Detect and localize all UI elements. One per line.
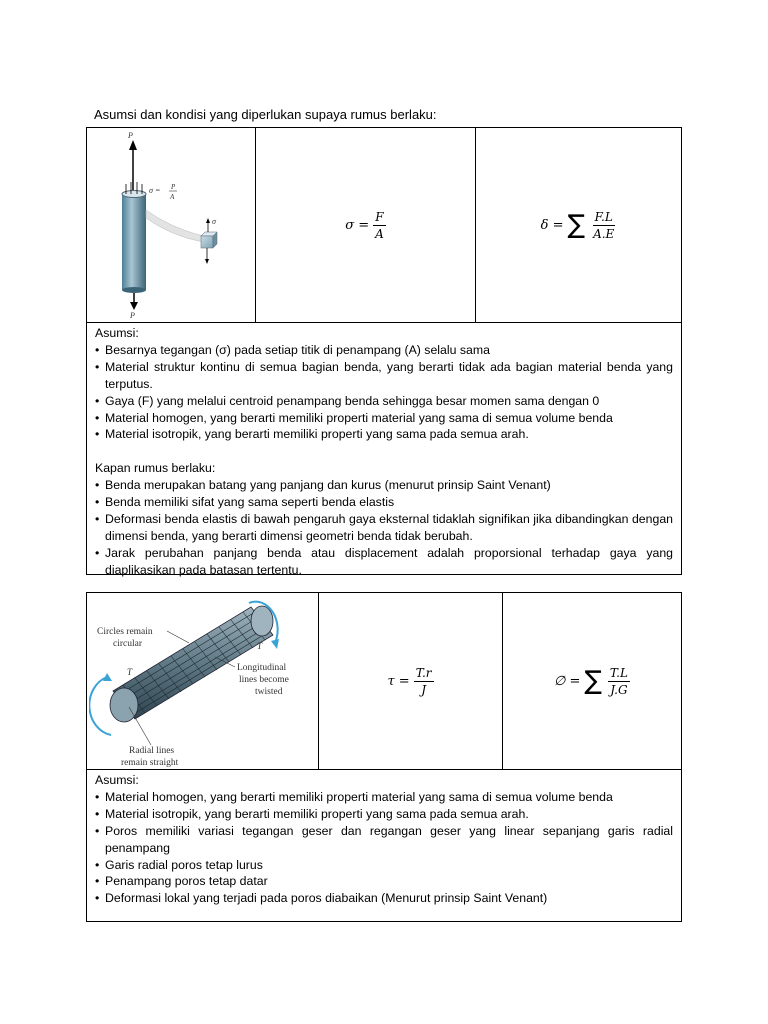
formula-numerator: T.L (609, 665, 628, 680)
assumptions-title: Asumsi: (95, 773, 139, 787)
assumptions-title: Asumsi: (95, 326, 139, 340)
formula-numerator: F.L (594, 209, 613, 224)
radial-label: Radial lines (128, 746, 174, 756)
assumptions-list (95, 789, 673, 907)
stress-eq-num: P (171, 183, 176, 191)
formula-denominator: J.G (610, 682, 628, 697)
conditions-list (95, 477, 673, 578)
circles-label: Circles remain (96, 627, 153, 637)
list-item: • Material homogen, yang berarti memiliki properti material yang sama di semua volume benda (95, 789, 673, 806)
formula-fraction (414, 666, 434, 697)
torsion-figure-cell (87, 593, 319, 769)
twist-angle-formula (554, 666, 630, 697)
formula-denominator: J (421, 682, 426, 697)
list-item: • Penampang poros tetap datar (95, 873, 673, 890)
shear-stress-formula-cell (319, 593, 503, 769)
radial-label-2: remain straight (120, 758, 178, 767)
assumptions-section (87, 770, 681, 921)
formula-denominator: A (375, 226, 384, 241)
torque-arrow-left (89, 677, 111, 735)
elongation-formula-cell (476, 128, 681, 322)
formula-lhs: ∅ = (554, 673, 581, 689)
list-item: • Material isotropik, yang berarti memiliki properti yang sama pada semua arah. (95, 426, 673, 443)
normal-stress-formula (345, 210, 386, 241)
list-item: • Besarnya tegangan (σ) pada setiap titik di penampang (A) selalu sama (95, 342, 673, 359)
twist-angle-formula-cell (503, 593, 681, 769)
longitudinal-label: Longitudinal (236, 663, 286, 673)
normal-stress-formula-cell (256, 128, 476, 322)
section-heading: Asumsi dan kondisi yang diperlukan supaya rumus berlaku: (94, 107, 437, 122)
longitudinal-label-2: lines become (238, 675, 289, 685)
elongation-formula (541, 210, 617, 241)
list-item: • Deformasi benda elastis di bawah pengaruh gaya eksternal tidaklah signifikan jika dibandingkan dengan dimensi benda, yang berarti dimensi geometri benda tidak berubah. (95, 511, 673, 545)
formula-fraction (373, 210, 386, 241)
formula-numerator: T.r (415, 665, 432, 680)
list-item: • Deformasi lokal yang terjadi pada poros diabaikan (Menurut prinsip Saint Venant) (95, 890, 673, 907)
formula-row (87, 128, 681, 323)
list-item: • Material struktur kontinu di semua bagian benda, yang berarti tidak ada bagian material benda yang terputus. (95, 359, 673, 393)
torsion-shaft-figure (89, 595, 317, 767)
torque-label-right: T (256, 641, 262, 651)
assumptions-section (87, 323, 681, 577)
formula-fraction (591, 210, 616, 241)
summation-symbol: ∑ (584, 666, 602, 696)
bottom-force-label: P (130, 311, 135, 318)
shear-stress-formula (387, 666, 433, 697)
formula-numerator: F (375, 209, 384, 224)
circles-label-2: circular (112, 639, 142, 649)
assumptions-list (95, 342, 673, 443)
formula-fraction (608, 666, 630, 697)
formula-lhs: τ = (387, 673, 410, 689)
axial-bar-figure (91, 132, 251, 318)
formula-lhs: δ = (540, 217, 564, 233)
shaft-end-face (110, 688, 138, 722)
conditions-title: Kapan rumus berlaku: (95, 461, 216, 476)
formula-row (87, 593, 681, 770)
list-item: • Jarak perubahan panjang benda atau displacement adalah proporsional terhadap gaya yang diaplikasikan pada batasan tertentu. (95, 545, 673, 579)
axial-figure-cell (87, 128, 256, 322)
axial-load-table (86, 127, 682, 575)
formula-lhs: σ = (345, 217, 370, 233)
torque-label-left: T (126, 667, 132, 677)
top-force-label: P (128, 132, 133, 140)
torsion-table (86, 592, 682, 922)
formula-denominator: A.E (593, 226, 615, 241)
list-item: • Gaya (F) yang melalui centroid penampang benda sehingga besar momen sama dengan 0 (95, 393, 673, 410)
list-item: • Material homogen, yang berarti memiliki properti material yang sama di semua volume benda (95, 410, 673, 427)
list-item: • Material isotropik, yang berarti memiliki properti yang sama pada semua arah. (95, 806, 673, 823)
longitudinal-label-3: twisted (254, 687, 282, 697)
list-item: • Poros memiliki variasi tegangan geser dan regangan geser yang linear sepanjang garis radial penampang (95, 823, 673, 857)
list-item: • Benda merupakan batang yang panjang dan kurus (menurut prinsip Saint Venant) (95, 477, 673, 494)
stress-eq-den: A (170, 193, 175, 201)
summation-symbol: ∑ (567, 210, 586, 240)
list-item: • Garis radial poros tetap lurus (95, 857, 673, 874)
stress-eq-lhs: σ = (149, 186, 161, 195)
list-item: • Benda memiliki sifat yang sama seperti benda elastis (95, 494, 673, 511)
axial-bar (122, 194, 146, 290)
element-stress-label: σ (212, 217, 216, 226)
